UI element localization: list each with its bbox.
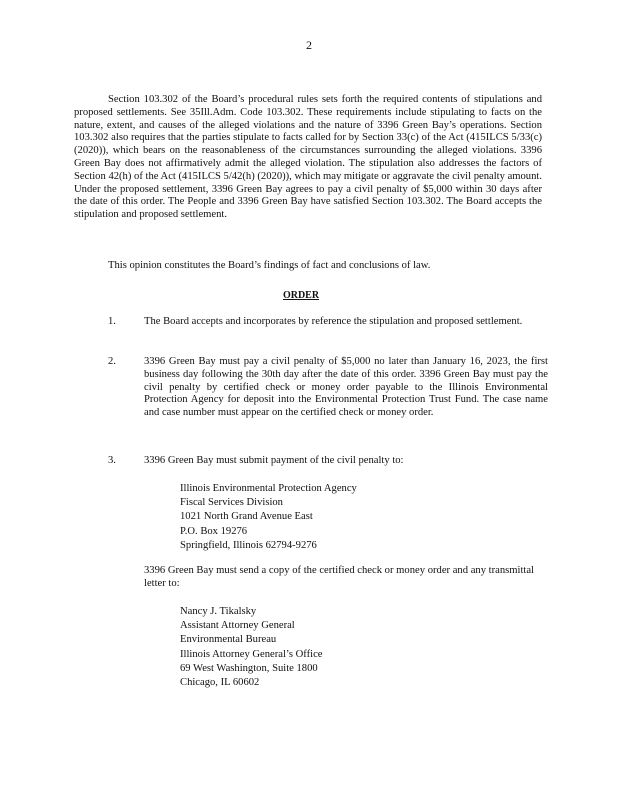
- order-item-3: [108, 455, 548, 468]
- address-line: P.O. Box 19276: [180, 525, 248, 537]
- order-item-number: 1.: [108, 316, 116, 327]
- address-line: 69 West Washington, Suite 1800: [180, 662, 318, 674]
- address-line: Fiscal Services Division: [180, 497, 283, 509]
- order-item-text: The Board accepts and incorporates by reference the stipulation and proposed settlement.: [144, 316, 523, 327]
- copy-instruction: 3396 Green Bay must send a copy of the certified check or money order and any transmittal letter to:: [144, 565, 534, 589]
- paragraph-stipulation: [74, 94, 542, 222]
- page-number: 2: [306, 38, 312, 52]
- order-item-1: [108, 316, 548, 329]
- payment-address-block: [180, 482, 357, 553]
- order-item-text: 3396 Green Bay must pay a civil penalty of $5,000 no later than January 16, 2023, the first business day following the 30th day after the date of this order. 3396 Green Bay must pay the civil penalty by certified check or money order payable to the Illinois Environmental Protection Agency for deposit into the Environmental Protection Trust Fund. The case name and case number must appear on the certified check or money order.: [144, 356, 548, 419]
- order-item-number: 2.: [108, 356, 116, 367]
- paragraph-findings: This opinion constitutes the Board’s findings of fact and conclusions of law.: [108, 260, 431, 271]
- address-line: Nancy J. Tikalsky: [180, 606, 257, 617]
- address-line: Assistant Attorney General: [180, 620, 295, 632]
- address-line: Springfield, Illinois 62794-9276: [180, 539, 317, 551]
- order-item-number: 3.: [108, 455, 116, 466]
- order-item-2: [108, 356, 548, 420]
- order-item-text: 3396 Green Bay must submit payment of the civil penalty to:: [144, 455, 404, 466]
- copy-recipient-address-block: [180, 605, 323, 690]
- order-heading-text: ORDER: [282, 290, 320, 301]
- address-line: Illinois Environmental Protection Agency: [180, 483, 357, 494]
- address-line: Illinois Attorney General’s Office: [180, 648, 323, 660]
- paragraph-stipulation-text: Section 103.302 of the Board’s procedural rules sets forth the required contents of stipulations and proposed settlements. See 35Ill.Adm. Code 103.302. These requirements include stipulating to facts on the nature, extent, and causes of the alleged violations and the nature of 3396 Green Bay’s operations. Section 103.302 also requires that the parties stipulate to facts called for by Section 33(c) of the Act (415ILCS 5/33(c) (2020)), which bears on the reasonableness of the circumstances surrounding the alleged violations. 3396 Green Bay does not affirmatively admit the alleged violation. The stipulation also addresses the factors of Section 42(h) of the Act (415ILCS 5/42(h) (2020)), which may mitigate or aggravate the civil penalty amount. Under the proposed settlement, 3396 Green Bay agrees to pay a civil penalty of $5,000 within 30 days after the date of this order. The People and 3396 Green Bay have satisfied Section 103.302. The Board accepts the stipulation and proposed settlement.: [74, 94, 542, 221]
- address-line: 1021 North Grand Avenue East: [180, 511, 313, 523]
- address-line: Environmental Bureau: [180, 634, 277, 646]
- order-heading: [0, 290, 618, 301]
- address-line: Chicago, IL 60602: [180, 677, 260, 689]
